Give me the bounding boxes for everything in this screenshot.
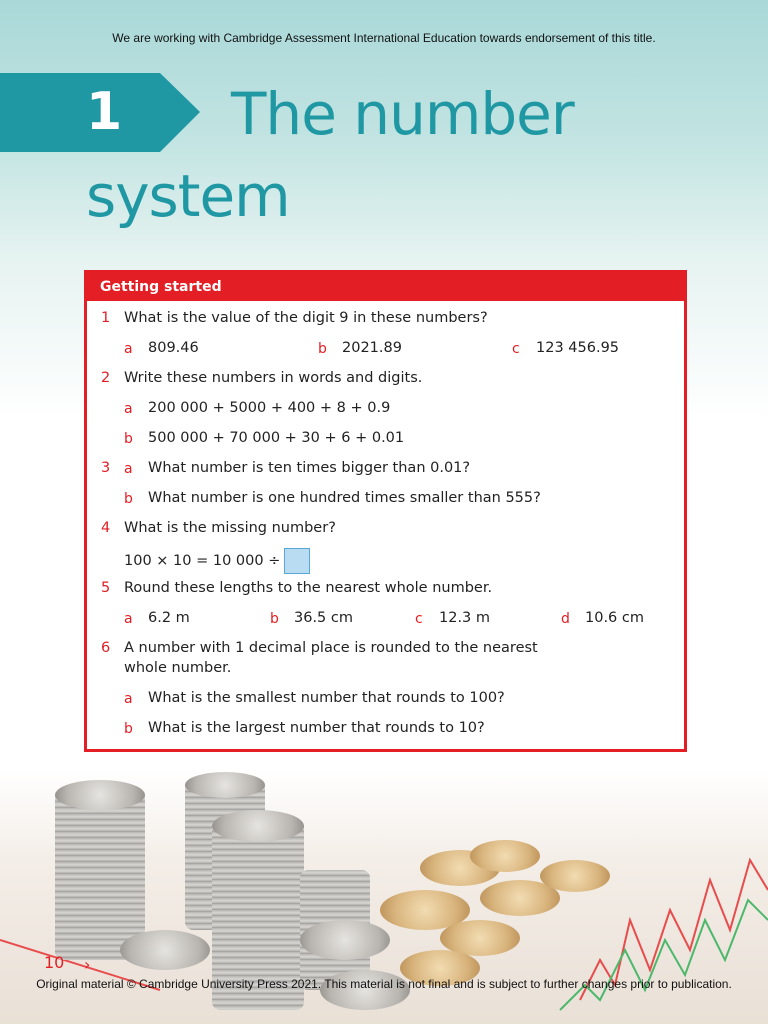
question-2-number: 2: [101, 370, 111, 386]
page-number: 10: [44, 953, 65, 972]
question-5a-label: a: [124, 611, 133, 627]
question-5-text: Round these lengths to the nearest whole number.: [124, 580, 493, 596]
copyright-note: Original material © Cambridge University Press 2021. This material is not final and is subject to further changes prior to publication.: [36, 977, 732, 991]
question-6a-text: What is the smallest number that rounds to 100?: [148, 690, 505, 706]
question-5c-value: 12.3 m: [439, 610, 491, 626]
coin: [212, 810, 304, 842]
question-1-text: What is the value of the digit 9 in these numbers?: [124, 310, 488, 326]
coin: [185, 772, 265, 798]
question-4-text: What is the missing number?: [124, 520, 336, 536]
chapter-number: 1: [86, 82, 123, 142]
question-3b-label: b: [124, 491, 133, 507]
endorsement-note: We are working with Cambridge Assessment International Education towards endorsement of this title.: [112, 31, 656, 45]
question-3a-text: What number is ten times bigger than 0.01?: [148, 460, 471, 476]
chapter-title-line-1: The number: [231, 80, 574, 148]
question-5d-label: d: [561, 611, 570, 627]
question-4-equation: 100 × 10 = 10 000 ÷: [124, 553, 281, 569]
chapter-title-line-2: system: [86, 162, 290, 230]
question-5b-value: 36.5 cm: [294, 610, 353, 626]
question-4-equation-row: [124, 548, 310, 574]
missing-number-box[interactable]: [284, 548, 310, 574]
question-2-text: Write these numbers in words and digits.: [124, 370, 423, 386]
question-6b-text: What is the largest number that rounds to 10?: [148, 720, 485, 736]
question-6a-label: a: [124, 691, 133, 707]
question-6-text-line-1: A number with 1 decimal place is rounded to the nearest: [124, 640, 538, 656]
page-arrow-icon: ›: [84, 955, 91, 974]
coin: [300, 920, 390, 960]
getting-started-box: [84, 270, 687, 752]
question-5d-value: 10.6 cm: [585, 610, 644, 626]
question-1b-value: 2021.89: [342, 340, 402, 356]
question-5b-label: b: [270, 611, 279, 627]
question-6b-label: b: [124, 721, 133, 737]
question-1b-label: b: [318, 341, 327, 357]
box-heading: Getting started: [87, 273, 684, 301]
question-6-number: 6: [101, 640, 111, 656]
question-4-number: 4: [101, 520, 111, 536]
question-3b-text: What number is one hundred times smaller than 555?: [148, 490, 541, 506]
question-2b-label: b: [124, 431, 133, 447]
question-2a-label: a: [124, 401, 133, 417]
question-3-number: 3: [101, 460, 111, 476]
question-2a-value: 200 000 + 5000 + 400 + 8 + 0.9: [148, 400, 391, 416]
coin: [470, 840, 540, 872]
question-1-number: 1: [101, 310, 111, 326]
coin-stack: [55, 790, 145, 960]
question-1c-label: c: [512, 341, 520, 357]
coin: [55, 780, 145, 810]
coin: [540, 860, 610, 892]
question-6-text-line-2: whole number.: [124, 660, 232, 676]
question-1a-value: 809.46: [148, 340, 199, 356]
coin: [120, 930, 210, 970]
question-2b-value: 500 000 + 70 000 + 30 + 6 + 0.01: [148, 430, 405, 446]
question-1a-label: a: [124, 341, 133, 357]
question-1c-value: 123 456.95: [536, 340, 620, 356]
question-5-number: 5: [101, 580, 111, 596]
question-5c-label: c: [415, 611, 423, 627]
question-5a-value: 6.2 m: [148, 610, 190, 626]
question-3a-label: a: [124, 461, 133, 477]
